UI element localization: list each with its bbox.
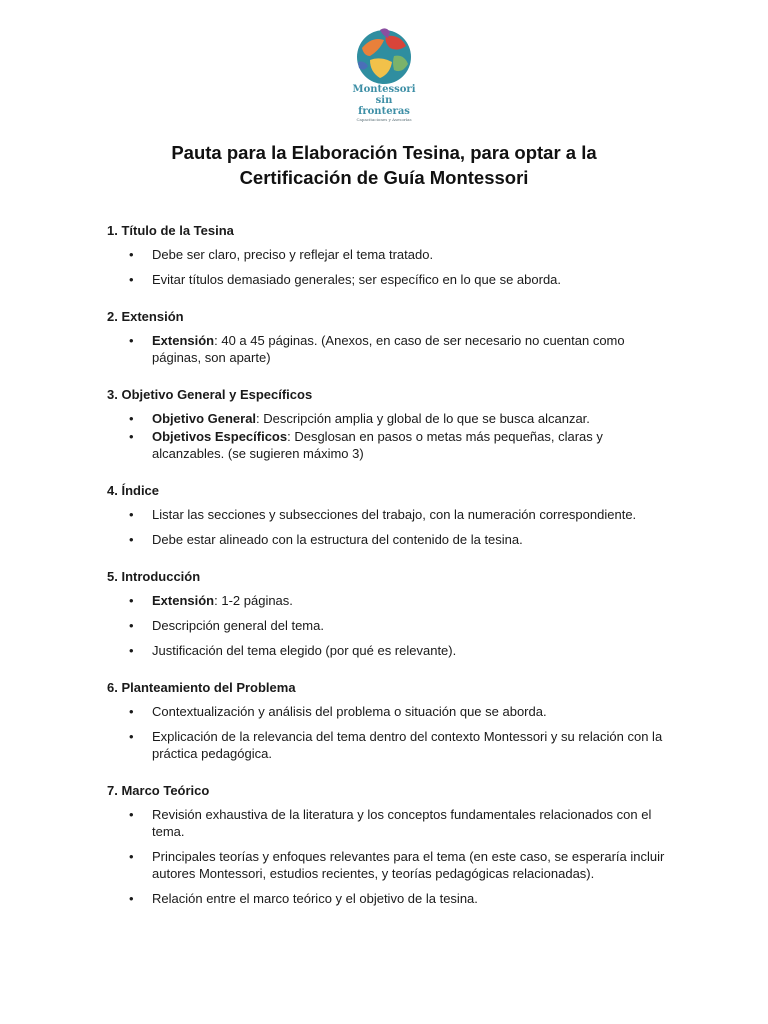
item-text: Justificación del tema elegido (por qué es relevante). <box>152 643 457 658</box>
bullet-list <box>107 703 667 762</box>
section-5 <box>107 568 667 659</box>
section-heading: 5. Introducción <box>107 569 201 584</box>
section-heading: 2. Extensión <box>107 309 184 324</box>
bullet-list <box>107 332 667 366</box>
section-1 <box>107 222 667 288</box>
bullet-list <box>107 806 667 907</box>
item-text: : Descripción amplia y global de lo que se busca alcanzar. <box>256 411 590 426</box>
document-title <box>84 140 684 190</box>
list-item <box>107 506 667 523</box>
section-heading: 3. Objetivo General y Específicos <box>107 387 313 402</box>
section-heading: 1. Título de la Tesina <box>107 223 234 238</box>
section-2 <box>107 308 667 366</box>
section-3 <box>107 386 667 462</box>
list-item <box>107 890 667 907</box>
section-7 <box>107 782 667 907</box>
logo-line-3: Capacitaciones y Asesorías <box>356 117 412 122</box>
item-text: Debe ser claro, preciso y reflejar el tema tratado. <box>152 247 434 262</box>
bold-term: Extensión <box>152 333 215 348</box>
title-line-2: Certificación de Guía Montessori <box>239 167 529 188</box>
item-text: Explicación de la relevancia del tema dentro del contexto Montessori y su relación con la práctica pedagógica. <box>152 729 663 761</box>
section-4 <box>107 482 667 548</box>
section-heading: 6. Planteamiento del Problema <box>107 680 296 695</box>
list-item <box>107 642 667 659</box>
list-item <box>107 703 667 720</box>
title-line-1: Pauta para la Elaboración Tesina, para optar a la <box>171 142 597 163</box>
document-body <box>107 222 667 927</box>
item-text: : 1-2 páginas. <box>214 593 293 608</box>
list-item <box>107 246 667 263</box>
logo-globe-icon <box>350 26 418 86</box>
bold-term: Objetivos Específicos <box>152 429 288 444</box>
list-item <box>107 410 667 427</box>
bullet-list <box>107 246 667 288</box>
logo-line-2: sin fronteras <box>358 95 410 117</box>
section-6 <box>107 679 667 762</box>
bold-term: Extensión <box>152 593 215 608</box>
item-text: Revisión exhaustiva de la literatura y los conceptos fundamentales relacionados con el tema. <box>152 807 652 839</box>
item-text: : Desglosan en pasos o metas más pequeñas, claras y alcanzables. (se sugieren máximo 3) <box>152 429 603 461</box>
item-text: Evitar títulos demasiado generales; ser específico en lo que se aborda. <box>152 272 562 287</box>
item-text: Listar las secciones y subsecciones del trabajo, con la numeración correspondiente. <box>152 507 637 522</box>
list-item <box>107 332 667 366</box>
item-text: Contextualización y análisis del problema o situación que se aborda. <box>152 704 547 719</box>
list-item <box>107 592 667 609</box>
list-item <box>107 531 667 548</box>
item-text: Descripción general del tema. <box>152 618 324 633</box>
list-item <box>107 848 667 882</box>
item-text: Debe estar alineado con la estructura del contenido de la tesina. <box>152 532 523 547</box>
bullet-list <box>107 506 667 548</box>
list-item <box>107 428 667 462</box>
montessori-logo <box>350 26 418 122</box>
list-item <box>107 728 667 762</box>
section-heading: 7. Marco Teórico <box>107 783 210 798</box>
list-item <box>107 271 667 288</box>
section-heading: 4. Índice <box>107 483 160 498</box>
bullet-list <box>107 592 667 659</box>
item-text: Relación entre el marco teórico y el objetivo de la tesina. <box>152 891 478 906</box>
list-item <box>107 806 667 840</box>
bullet-list <box>107 410 667 462</box>
logo-line-1: Montessori <box>352 84 416 95</box>
list-item <box>107 617 667 634</box>
item-text: Principales teorías y enfoques relevantes para el tema (en este caso, se esperaría incluir autores Montessori, estudios recientes, y teorías pedagógicas relacionadas). <box>152 849 665 881</box>
bold-term: Objetivo General <box>152 411 257 426</box>
item-text: : 40 a 45 páginas. (Anexos, en caso de ser necesario no cuentan como páginas, son aparte) <box>152 333 625 365</box>
